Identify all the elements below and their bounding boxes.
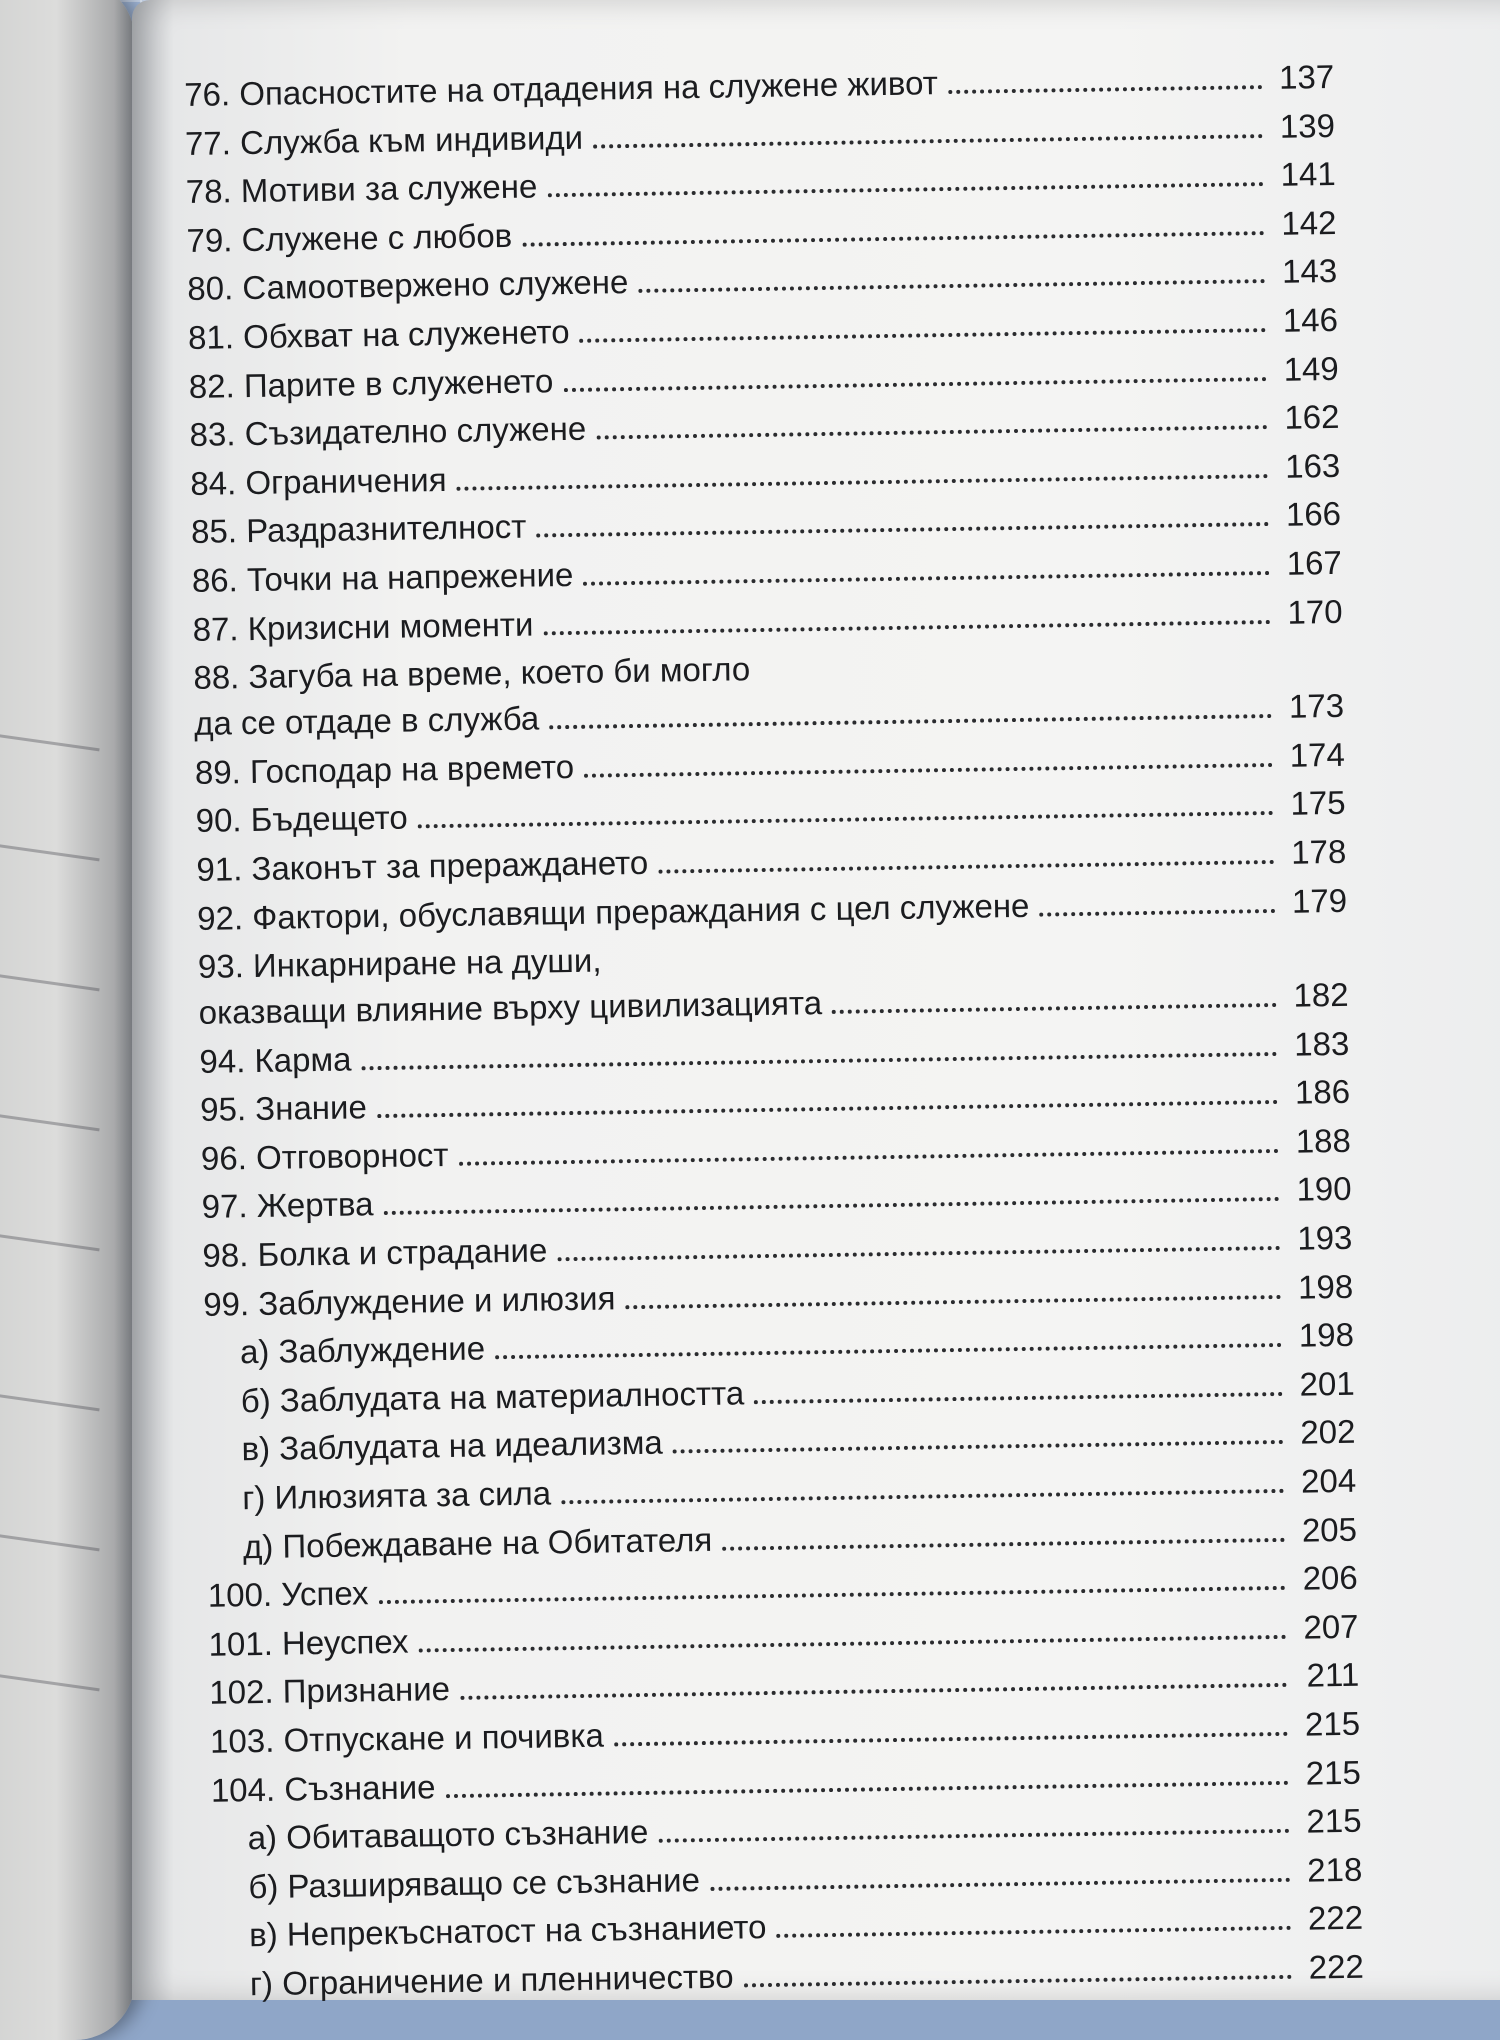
- toc-entry-title: 76. Опасностите на отдадения на служене живот: [183, 64, 939, 113]
- dot-leader: [673, 1434, 1284, 1454]
- toc-entry-title: да се отдаде в служба: [193, 699, 540, 743]
- dot-leader: [378, 1580, 1285, 1604]
- toc-entry-title: 85. Раздразнителност: [190, 508, 527, 551]
- dot-leader: [658, 854, 1274, 874]
- dot-leader: [563, 371, 1267, 392]
- left-facing-page: [0, 0, 135, 2040]
- dot-leader: [457, 468, 1269, 491]
- dot-leader: [418, 1629, 1286, 1653]
- toc-entry-title: 90. Бъдещето: [195, 798, 409, 840]
- toc-entry-page-number: 163: [1284, 446, 1341, 485]
- dot-leader: [754, 1386, 1283, 1404]
- toc-entry-title: г) Ограничение и пленничество: [249, 1957, 734, 2003]
- dot-leader: [638, 273, 1265, 293]
- dot-leader: [593, 128, 1263, 149]
- dot-leader: [1039, 902, 1275, 916]
- toc-entry-page-number: 206: [1302, 1558, 1358, 1597]
- dot-leader: [543, 614, 1270, 635]
- toc-entry-page-number: 201: [1299, 1364, 1355, 1403]
- left-page-rule: [0, 1232, 100, 1252]
- toc-entry-page-number: 175: [1290, 784, 1346, 823]
- toc-entry-title: а) Заблуждение: [239, 1329, 486, 1371]
- dot-leader: [361, 1046, 1277, 1070]
- dot-leader: [460, 1677, 1287, 1700]
- toc-entry-page-number: 190: [1296, 1170, 1352, 1209]
- toc-entry-title: 84. Ограничения: [190, 460, 447, 502]
- dot-leader: [614, 1726, 1288, 1747]
- toc-entry-title: 82. Парите в служенето: [188, 361, 554, 405]
- dot-leader: [557, 1240, 1280, 1261]
- toc-entry-title: 100. Успех: [207, 1574, 369, 1615]
- toc-entry-page-number: 215: [1304, 1704, 1361, 1743]
- toc-entry-page-number: 202: [1300, 1413, 1356, 1452]
- dot-leader: [948, 79, 1263, 94]
- dot-leader: [536, 516, 1269, 538]
- toc-entry-title: 103. Отпускане и почивка: [209, 1716, 605, 1760]
- book-page: [132, 0, 1500, 2003]
- dot-leader: [418, 805, 1274, 828]
- toc-entry-title: 80. Самоотвержено служене: [187, 263, 629, 308]
- toc-entry-title: а) Обитаващото съзнание: [247, 1813, 649, 1857]
- toc-entry-title: 98. Болка и страдание: [202, 1231, 548, 1274]
- toc-entry-title: 77. Служба към индивиди: [184, 118, 584, 162]
- dot-leader: [580, 322, 1267, 343]
- toc-entry-title: 99. Заблуждение и илюзия: [202, 1279, 616, 1323]
- toc-entry-title: 104. Съзнание: [210, 1767, 436, 1809]
- left-page-rule: [0, 972, 100, 992]
- dot-leader: [658, 1823, 1289, 1843]
- left-page-rule: [0, 1112, 100, 1132]
- toc-entry-page-number: 198: [1298, 1316, 1355, 1354]
- toc-entry-title: 101. Неуспех: [208, 1622, 409, 1663]
- toc-entry-page-number: 143: [1281, 252, 1338, 291]
- toc-entry-page-number: 205: [1301, 1510, 1358, 1549]
- dot-leader: [583, 565, 1270, 586]
- toc-entry-title: 91. Законът за прераждането: [196, 843, 649, 888]
- toc-entry-page-number: 222: [1307, 1899, 1364, 1937]
- toc-entry-page-number: 183: [1293, 1024, 1350, 1063]
- left-page-rule: [0, 1532, 100, 1552]
- toc-entry-page-number: 211: [1306, 1656, 1360, 1694]
- toc-entry-title: 87. Кризисни моменти: [192, 605, 534, 648]
- toc-entry-page-number: 186: [1294, 1073, 1351, 1111]
- left-page-rule: [0, 1672, 100, 1692]
- toc-entry-title: оказващи влияние върху цивилизацията: [198, 984, 823, 1031]
- toc-entry-title: 96. Отговорност: [200, 1135, 449, 1177]
- toc-entry-page-number: 178: [1290, 832, 1347, 871]
- toc-entry-page-number: 142: [1281, 203, 1337, 242]
- dot-leader: [495, 1337, 1282, 1359]
- toc-entry-title: в) Непрекъснатост на съзнанието: [248, 1908, 767, 1954]
- table-of-contents: [183, 57, 1365, 2016]
- toc-entry-title: б) Заблудата на материалността: [240, 1374, 745, 1420]
- toc-entry-title: 93. Инкарниране на души,: [197, 941, 602, 985]
- toc-entry-page-number: 170: [1287, 592, 1343, 631]
- dot-leader: [744, 1969, 1292, 1988]
- dot-leader: [549, 708, 1272, 729]
- toc-entry-title: 78. Мотиви за служене: [185, 167, 538, 211]
- toc-entry-page-number: 149: [1283, 349, 1339, 388]
- toc-entry-page-number: 166: [1285, 495, 1342, 534]
- toc-entry-page-number: 207: [1303, 1607, 1359, 1646]
- toc-entry-page-number: 215: [1306, 1801, 1362, 1840]
- toc-entry-title: 79. Служене с любов: [186, 216, 513, 259]
- toc-entry-title: 86. Точки на напрежение: [191, 555, 574, 599]
- toc-entry-title: 102. Признание: [209, 1670, 451, 1712]
- dot-leader: [596, 419, 1267, 440]
- toc-entry-title: в) Заблудата на идеализма: [241, 1424, 663, 1468]
- dot-leader: [547, 176, 1264, 197]
- dot-leader: [459, 1143, 1279, 1166]
- toc-entry-page-number: 204: [1300, 1461, 1357, 1500]
- toc-entry-title: 83. Съзидателно служене: [189, 409, 587, 454]
- toc-entry-title: 97. Жертва: [201, 1185, 374, 1226]
- toc-entry-page-number: 182: [1293, 975, 1349, 1014]
- dot-leader: [561, 1483, 1284, 1504]
- dot-leader: [383, 1191, 1279, 1215]
- toc-entry-title: 89. Господар на времето: [194, 747, 575, 791]
- toc-entry-title: 95. Знание: [199, 1088, 368, 1129]
- toc-entry-title: 88. Загуба на време, което би могло: [193, 650, 751, 697]
- dot-leader: [722, 1532, 1285, 1551]
- toc-entry-page-number: 193: [1297, 1218, 1353, 1257]
- toc-entry-page-number: 162: [1284, 398, 1340, 436]
- toc-entry-page-number: 173: [1288, 686, 1345, 725]
- dot-leader: [377, 1094, 1278, 1118]
- toc-entry-page-number: 218: [1306, 1850, 1363, 1889]
- toc-entry-page-number: 222: [1308, 1947, 1365, 1986]
- dot-leader: [832, 997, 1277, 1014]
- toc-entry-title: г) Илюзията за сила: [242, 1474, 552, 1517]
- toc-entry-title: 94. Карма: [199, 1040, 352, 1080]
- dot-leader: [710, 1872, 1291, 1891]
- toc-entry-page-number: 146: [1282, 300, 1339, 339]
- toc-entry-page-number: 141: [1280, 155, 1336, 193]
- toc-entry-page-number: 179: [1291, 881, 1348, 920]
- toc-entry-page-number: 174: [1289, 735, 1346, 774]
- toc-entry-page-number: 188: [1295, 1121, 1352, 1160]
- toc-entry-title: 81. Обхват на служенето: [187, 312, 570, 356]
- toc-entry-page-number: 167: [1286, 543, 1343, 582]
- dot-leader: [625, 1289, 1281, 1309]
- toc-entry-title: д) Побеждаване на Обитателя: [242, 1520, 713, 1565]
- toc-entry-page-number: 198: [1297, 1267, 1354, 1306]
- toc-entry-page-number: 137: [1278, 57, 1335, 96]
- dot-leader: [584, 757, 1273, 778]
- toc-entry-title: б) Разширяващо се съзнание: [248, 1860, 701, 1905]
- dot-leader: [776, 1920, 1291, 1938]
- dot-leader: [522, 225, 1264, 247]
- toc-entry-title: 92. Фактори, обуславящи прераждания с цел служене: [196, 886, 1030, 937]
- left-page-rule: [0, 1392, 100, 1412]
- toc-entry-page-number: 215: [1305, 1753, 1362, 1792]
- toc-entry-page-number: 139: [1279, 106, 1336, 145]
- left-page-rule: [0, 732, 100, 752]
- dot-leader: [445, 1774, 1288, 1797]
- left-page-rule: [0, 842, 100, 862]
